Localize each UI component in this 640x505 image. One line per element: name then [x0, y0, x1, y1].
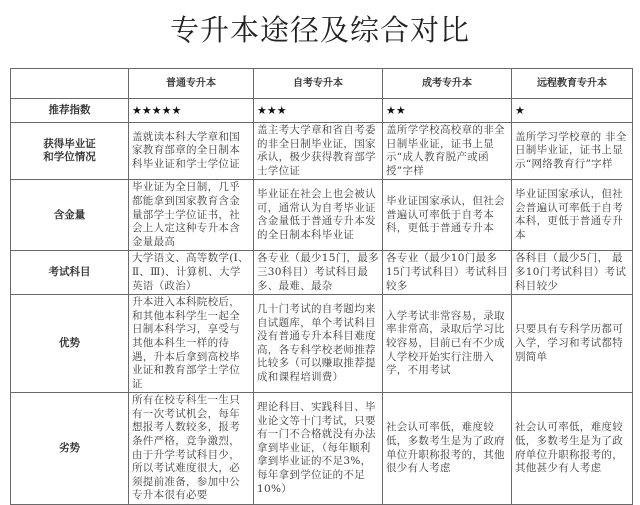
star-rating: ★ [512, 99, 633, 123]
table-row-subjects [11, 251, 633, 295]
table-cell: 盖主考大学章和省自考委的非全日制毕业证，国家承认，极少获得教育部学士学位证 [254, 123, 383, 180]
table-row-advantages [11, 295, 633, 393]
row-label: 劣势 [11, 393, 129, 505]
table-cell: 毕业证国家承认，但社会普遍认可率低于自考本科，更低于普通专升本 [512, 180, 633, 251]
table-cell: 理论科目、实践科目、毕业论文等十门考试，只要有一门不合格就没有办法拿到毕业证，（每年顺利拿到毕业证的不足3%，每年拿到学位证的不足10%） [254, 393, 383, 505]
table-cell: 毕业证为全日制，几乎都能拿到国家教育含金量部学士学位证书，社会上人定这种专升本含金量最高 [129, 180, 254, 251]
table-cell: 社会认可率低，难度较低，多数考生是为了政府单位升职称报考的，其他很少有人考虑 [383, 393, 512, 505]
page-title: 专升本途径及综合对比 [169, 13, 470, 47]
comparison-table [10, 68, 633, 505]
table-cell: 大学语文、高等数学(Ⅰ、Ⅱ、Ⅲ)、计算机、大学英语（政治） [129, 251, 254, 295]
table-cell: 入学考试非常容易，录取率非常高，录取后学习比较容易，目前已有不少成人学校开始实行注册入学，不用考试 [383, 295, 512, 393]
table-cell: 毕业证国家承认，但社会普遍认可率低于自考本科，更低于普通专升本 [383, 180, 512, 251]
row-label: 推荐指数 [11, 99, 129, 123]
table-cell: 社会认可率低，难度较低，多数考生是为了政府单位升职称报考的，其他甚少有人考虑 [512, 393, 633, 505]
header-regular-upgrade: 普通专升本 [129, 69, 254, 99]
row-label-line: 获得毕业证 [43, 137, 96, 150]
table-row-disadvantages [11, 393, 633, 505]
table-row-value [11, 180, 633, 251]
table-cell: 各科目（最少5门， 最多10门考试科目）考试科目较少 [512, 251, 633, 295]
header-self-study-upgrade: 自考专升本 [254, 69, 383, 99]
table-row-diploma [11, 123, 633, 180]
star-rating: ★★★★★ [129, 99, 254, 123]
row-label [11, 123, 129, 180]
table-cell: 盖所学习学校章的 非全日制毕业证，证书上显示“网络教育行”字样 [512, 123, 633, 180]
header-distance-education-upgrade: 远程教育专升本 [512, 69, 633, 99]
table-cell: 毕业证在社会上也会被认可，通常认为自考毕业证含金量低于普通专升本发的全日制本科毕业证 [254, 180, 383, 251]
row-label: 含金量 [11, 180, 129, 251]
star-rating: ★★★ [254, 99, 383, 123]
row-label: 考试科目 [11, 251, 129, 295]
table-cell: 盖所学学校高校章的非全日制毕业证，证书上显示“成人教育脱产或函授”字样 [383, 123, 512, 180]
table-cell: 各专业（最少10门最多15门考试科目）考试科目较多 [383, 251, 512, 295]
table-row-recommendation [11, 99, 633, 123]
table-cell: 只要具有专科学历都可入学，学习和考试都特别简单 [512, 295, 633, 393]
table-cell: 各专业（最少15门，最多三30科目）考试科目最多、最难、最杂 [254, 251, 383, 295]
row-label: 优势 [11, 295, 129, 393]
header-adult-exam-upgrade: 成考专升本 [383, 69, 512, 99]
row-label-line: 和学位情况 [43, 151, 96, 164]
table-header-row [11, 69, 633, 99]
table-cell: 所有在校专科生一生只有一次考试机会，每年想报考人数较多，报考条件严格，竞争激烈，由于升学考试科目少，所以考试难度很大，必须提前准备，参加中公专升本很有必要 [129, 393, 254, 505]
table-cell: 几十门考试的自考题均来自试题库，单个考试科目没有普通专升本科目难度高，各专科学校老师推荐比较多（可以赚取推荐提成和课程培训费） [254, 295, 383, 393]
table-cell: 盖就读本科大学章和国家教育部章的全日制本科毕业证和学士学位证 [129, 123, 254, 180]
header-corner [11, 69, 129, 99]
star-rating: ★★ [383, 99, 512, 123]
table-cell: 升本进入本科院校后，和其他本科学生一起全日制本科学习，享受与其他本科生一样的待遇，升本后拿到高校毕业证和教育部学士学位证 [129, 295, 254, 393]
